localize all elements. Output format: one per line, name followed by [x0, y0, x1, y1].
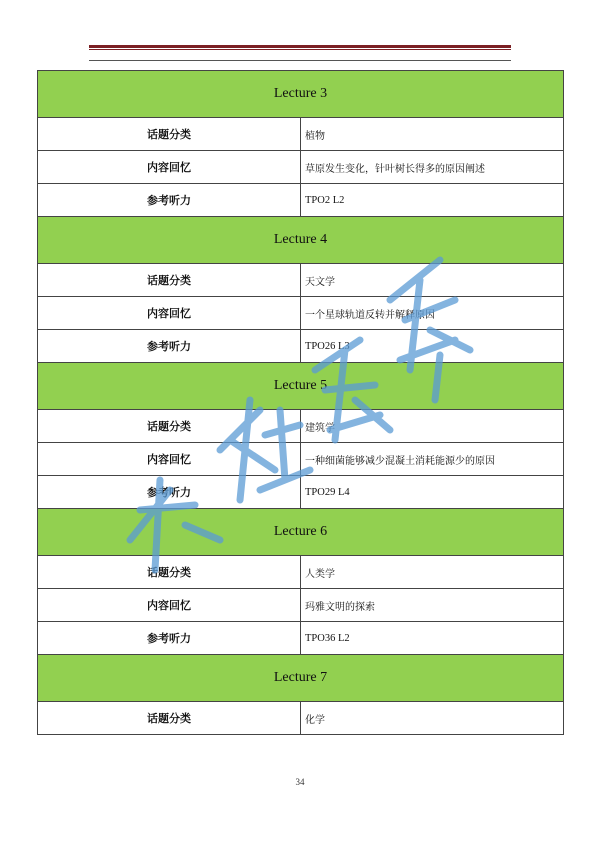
row-value: TPO29 L4: [301, 476, 564, 509]
row-value: 草原发生变化，针叶树长得多的原因阐述: [301, 151, 564, 184]
row-label: 内容回忆: [38, 151, 301, 184]
row-value: TPO36 L2: [301, 622, 564, 655]
lecture-table: [37, 70, 564, 735]
row-label: 话题分类: [38, 264, 301, 297]
table-row: [38, 118, 564, 151]
lecture-header-row: [38, 71, 564, 118]
table-row: [38, 622, 564, 655]
row-label: 内容回忆: [38, 443, 301, 476]
row-label: 参考听力: [38, 330, 301, 363]
row-label: 内容回忆: [38, 589, 301, 622]
row-label: 话题分类: [38, 702, 301, 735]
row-value: 天文学: [301, 264, 564, 297]
row-label: 话题分类: [38, 556, 301, 589]
row-label: 话题分类: [38, 410, 301, 443]
row-value: 化学: [301, 702, 564, 735]
table-row: [38, 151, 564, 184]
row-value: TPO26 L3: [301, 330, 564, 363]
lecture-title: Lecture 5: [38, 363, 564, 410]
table-row: [38, 702, 564, 735]
row-value: 人类学: [301, 556, 564, 589]
table-row: [38, 589, 564, 622]
lecture-title: Lecture 7: [38, 655, 564, 702]
table-row: [38, 330, 564, 363]
lecture-header-row: [38, 509, 564, 556]
lecture-header-row: [38, 363, 564, 410]
table-row: [38, 556, 564, 589]
row-value: 植物: [301, 118, 564, 151]
table-row: [38, 184, 564, 217]
row-value: 建筑学: [301, 410, 564, 443]
lecture-header-row: [38, 655, 564, 702]
row-label: 话题分类: [38, 118, 301, 151]
lecture-title: Lecture 4: [38, 217, 564, 264]
row-value: 玛雅文明的探索: [301, 589, 564, 622]
row-value: 一个星球轨道反转并解释原因: [301, 297, 564, 330]
header-rule-thin: [89, 49, 511, 50]
table-row: [38, 410, 564, 443]
row-value: TPO2 L2: [301, 184, 564, 217]
header-rule-lower: [89, 60, 511, 61]
lecture-title: Lecture 6: [38, 509, 564, 556]
row-value: 一种细菌能够减少混凝土消耗能源少的原因: [301, 443, 564, 476]
table-row: [38, 264, 564, 297]
page-number: 34: [295, 777, 305, 787]
table-row: [38, 476, 564, 509]
row-label: 参考听力: [38, 622, 301, 655]
lecture-title: Lecture 3: [38, 71, 564, 118]
row-label: 参考听力: [38, 476, 301, 509]
header-rule-thick: [89, 45, 511, 48]
table-row: [38, 443, 564, 476]
table-row: [38, 297, 564, 330]
row-label: 内容回忆: [38, 297, 301, 330]
lecture-header-row: [38, 217, 564, 264]
row-label: 参考听力: [38, 184, 301, 217]
